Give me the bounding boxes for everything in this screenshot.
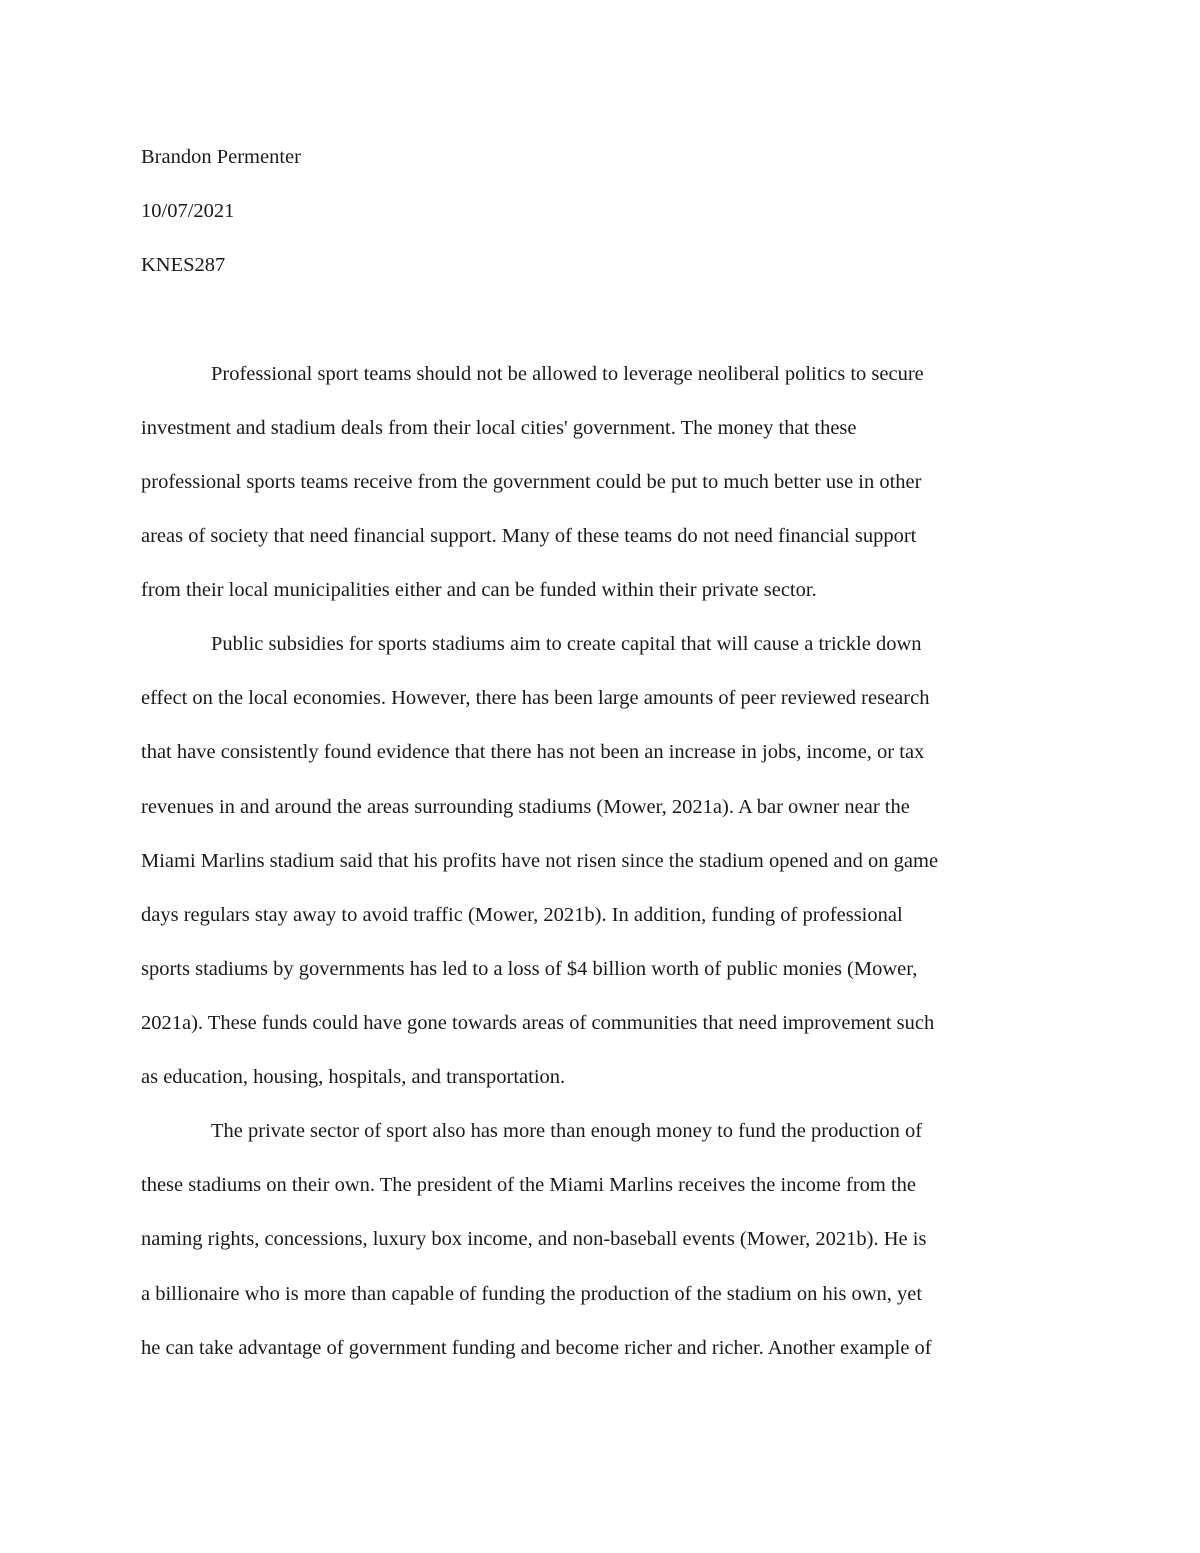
body-line: revenues in and around the areas surrounding stadiums (Mower, 2021a). A bar owner near the — [141, 796, 910, 818]
course-code: KNES287 — [141, 254, 226, 276]
body-line: 2021a). These funds could have gone towards areas of communities that need improvement such — [141, 1012, 935, 1034]
body-line: effect on the local economies. However, there has been large amounts of peer reviewed research — [141, 687, 930, 709]
body-line: areas of society that need financial support. Many of these teams do not need financial support — [141, 525, 917, 547]
body-line: sports stadiums by governments has led to a loss of $4 billion worth of public monies (Mower, — [141, 958, 918, 980]
body-line: professional sports teams receive from the government could be put to much better use in other — [141, 471, 922, 493]
body-line: as education, housing, hospitals, and transportation. — [141, 1066, 566, 1088]
body-line: a billionaire who is more than capable of funding the production of the stadium on his own, yet — [141, 1283, 923, 1305]
body-line: from their local municipalities either and can be funded within their private sector. — [141, 579, 817, 601]
body-line: The private sector of sport also has more than enough money to fund the production of — [211, 1120, 923, 1142]
body-line: he can take advantage of government funding and become richer and richer. Another example of — [141, 1337, 932, 1359]
document-date: 10/07/2021 — [141, 200, 235, 222]
body-line: Public subsidies for sports stadiums aim to create capital that will cause a trickle down — [211, 633, 922, 655]
body-line: Miami Marlins stadium said that his profits have not risen since the stadium opened and on game — [141, 850, 939, 872]
body-line: Professional sport teams should not be allowed to leverage neoliberal politics to secure — [211, 363, 924, 385]
body-line: naming rights, concessions, luxury box income, and non-baseball events (Mower, 2021b). He is — [141, 1228, 927, 1250]
body-line: investment and stadium deals from their local cities' government. The money that these — [141, 417, 857, 439]
author-name: Brandon Permenter — [141, 146, 301, 168]
body-line: days regulars stay away to avoid traffic (Mower, 2021b). In addition, funding of professional — [141, 904, 903, 926]
body-line: that have consistently found evidence that there has not been an increase in jobs, income, or tax — [141, 741, 925, 763]
body-line: these stadiums on their own. The president of the Miami Marlins receives the income from the — [141, 1174, 917, 1196]
